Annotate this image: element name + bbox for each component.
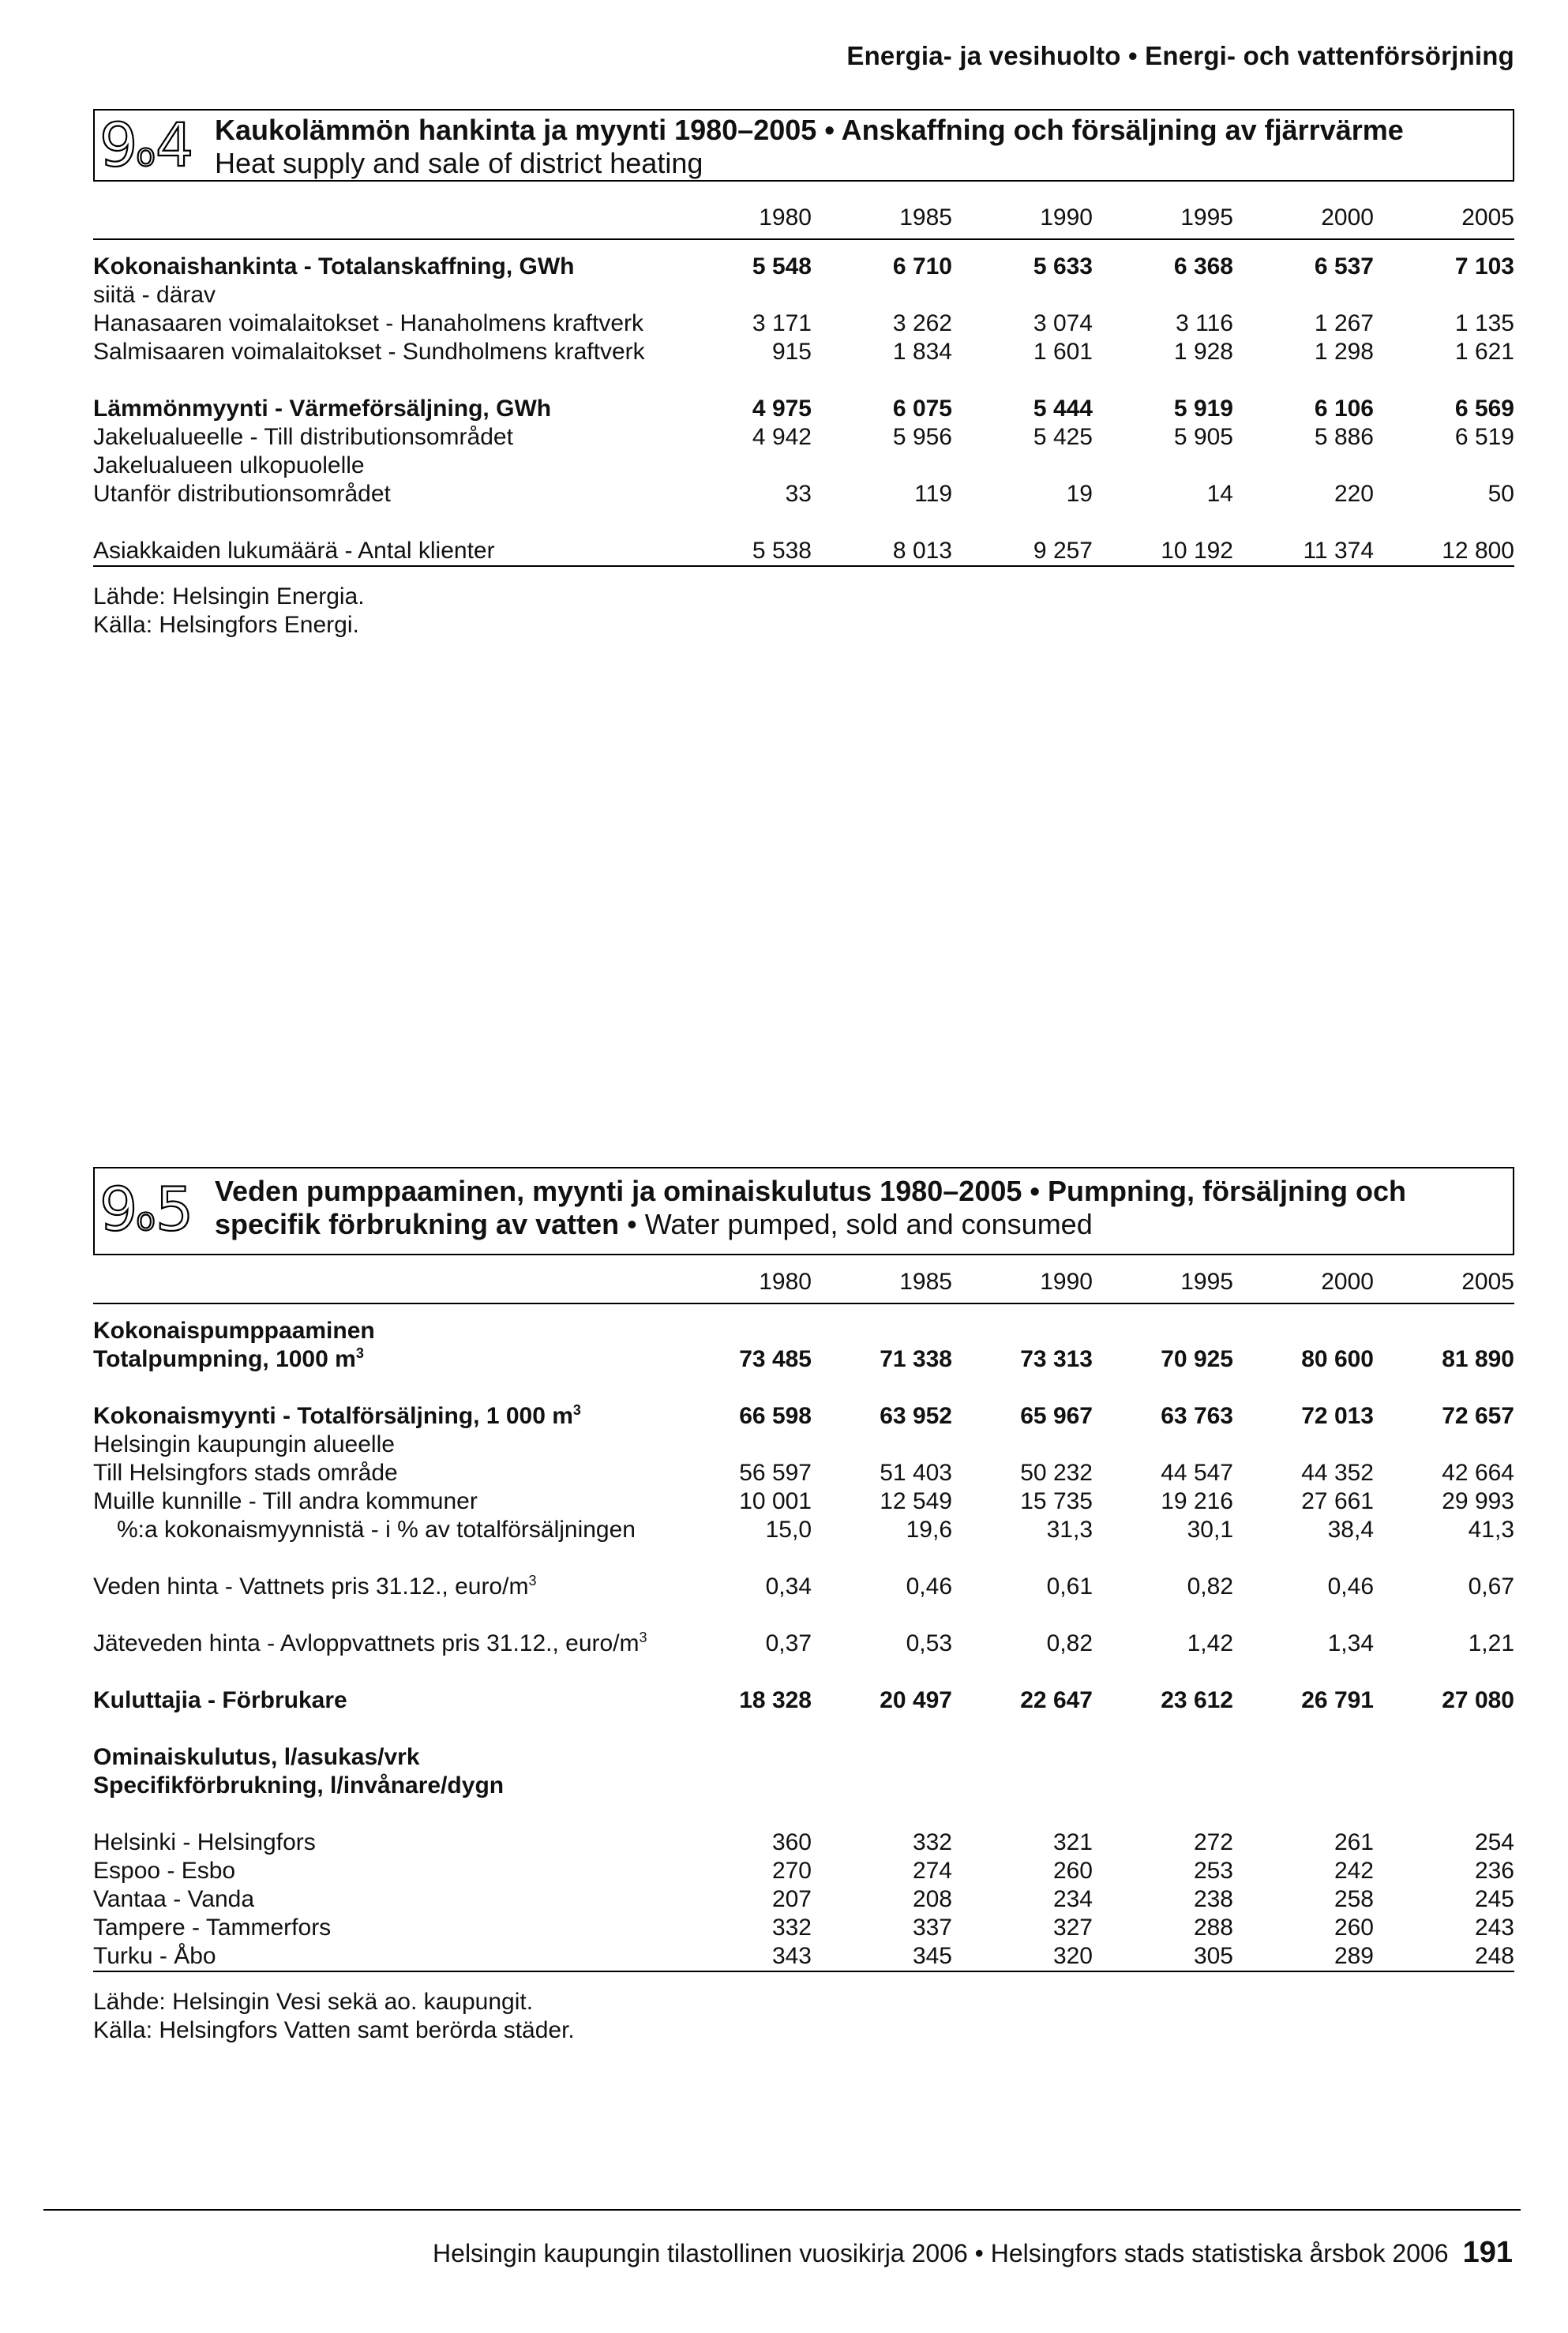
value-cell: 6 710 [892, 253, 952, 279]
value-cell: 6 075 [892, 396, 952, 422]
row-label-text: Turku - Åbo [93, 1943, 216, 1969]
table-row [93, 1686, 1514, 1715]
table-row [93, 338, 1514, 366]
value-cell: 66 598 [739, 1403, 812, 1429]
value-cell: 3 116 [1176, 310, 1233, 336]
spacer-row [93, 1544, 1514, 1573]
row-label [93, 1573, 671, 1601]
value-cell: 20 497 [880, 1687, 952, 1713]
table-9-4-title-english: Heat supply and sale of district heating [215, 147, 703, 179]
table-row [93, 1743, 1514, 1772]
value-cell: 0,46 [906, 1573, 952, 1600]
value-cell: 332 [771, 1915, 812, 1941]
value-cell: 5 538 [671, 537, 812, 566]
year-header: 2005 [1374, 1262, 1514, 1303]
value-cell [1233, 1772, 1374, 1800]
value-cell: 1 601 [1033, 339, 1093, 365]
value-cell [1374, 1431, 1514, 1459]
table-row [93, 309, 1514, 338]
value-cell [1374, 1743, 1514, 1772]
value-cell: 6 569 [1454, 396, 1514, 422]
row-label [93, 1686, 671, 1715]
table-row [93, 1431, 1514, 1459]
row-label-text: Till Helsingfors stads område [93, 1460, 398, 1486]
value-cell: 56 597 [739, 1460, 812, 1486]
spacer-row [93, 1658, 1514, 1686]
value-cell: 337 [912, 1915, 952, 1941]
value-cell [1093, 1743, 1233, 1772]
value-cell: 11 374 [1233, 537, 1374, 566]
year-header: 2005 [1374, 197, 1514, 239]
value-cell: 360 [771, 1829, 812, 1855]
spacer-row [93, 366, 1514, 395]
table-row [93, 281, 1514, 309]
value-cell: 261 [1334, 1829, 1374, 1855]
row-label [93, 480, 671, 508]
value-cell: 3 262 [892, 310, 952, 336]
table-row [93, 253, 1514, 281]
value-cell [1093, 1431, 1233, 1459]
table-9-4-source [93, 583, 1514, 640]
table-header-row [93, 1262, 1514, 1303]
value-cell: 1 298 [1314, 339, 1374, 365]
spacer-row [93, 1374, 1514, 1402]
value-cell: 3 171 [752, 310, 812, 336]
value-cell: 5 919 [1173, 396, 1233, 422]
table-row [93, 1345, 1514, 1374]
table-9-4-title-box [93, 109, 1514, 182]
unit-superscript: 3 [572, 1402, 581, 1418]
header-empty-cell [93, 197, 671, 239]
year-header: 2000 [1233, 197, 1374, 239]
year-header: 1990 [952, 1262, 1093, 1303]
value-cell [671, 1431, 812, 1459]
value-cell: 0,46 [1327, 1573, 1374, 1600]
value-cell: 23 612 [1161, 1687, 1233, 1713]
value-cell [952, 1772, 1093, 1800]
page-footer [433, 2236, 1513, 2270]
table-9-5-title-bold-2: specifik förbrukning av vatten [215, 1208, 620, 1240]
value-cell: 234 [1052, 1886, 1093, 1912]
value-cell: 6 368 [1173, 253, 1233, 279]
spacer-row [93, 1303, 1514, 1317]
value-cell: 1 267 [1314, 310, 1374, 336]
value-cell: 6 106 [1314, 396, 1374, 422]
row-label [93, 1914, 671, 1942]
row-label [93, 1402, 671, 1431]
value-cell: 272 [1193, 1829, 1233, 1855]
table-9-4 [93, 197, 1514, 567]
table-row [93, 1402, 1514, 1431]
value-cell: 1 621 [1454, 339, 1514, 365]
value-cell: 29 993 [1442, 1488, 1514, 1514]
value-cell: 1,42 [1187, 1630, 1233, 1656]
source-sv: Källa: Helsingfors Energi. [93, 612, 359, 638]
value-cell: 12 549 [880, 1488, 952, 1514]
row-label-text: Lämmönmyynti - Värmeförsäljning, GWh [93, 396, 552, 422]
value-cell: 1,34 [1327, 1630, 1374, 1656]
value-cell [1233, 281, 1374, 309]
value-cell: 65 967 [1020, 1403, 1093, 1429]
row-label-text: Kokonaismyynti - Totalförsäljning, 1 000 m [93, 1403, 573, 1429]
value-cell: 4 975 [752, 396, 812, 422]
value-cell: 73 485 [739, 1346, 812, 1372]
row-label-text: Kuluttajia - Förbrukare [93, 1687, 347, 1713]
row-label [93, 1487, 671, 1516]
table-9-5-title [215, 1175, 1497, 1241]
value-cell: 0,34 [765, 1573, 812, 1600]
value-cell: 5 633 [1033, 253, 1093, 279]
row-label [93, 1942, 671, 1971]
value-cell: 18 328 [739, 1687, 812, 1713]
value-cell [1233, 1431, 1374, 1459]
table-row [93, 1459, 1514, 1487]
row-label-text: Ominaiskulutus, l/asukas/vrk [93, 1744, 420, 1770]
value-cell: 253 [1193, 1858, 1233, 1884]
row-label [93, 1317, 671, 1345]
value-cell: 6 519 [1454, 424, 1514, 450]
value-cell: 119 [914, 481, 952, 507]
row-label-text: %:a kokonaismyynnistä - i % av totalförsäljningen [117, 1517, 636, 1543]
value-cell: 81 890 [1442, 1346, 1514, 1372]
table-9-4-title [215, 114, 1497, 180]
row-label-text: Asiakkaiden lukumäärä - Antal klienter [93, 538, 495, 564]
value-cell [812, 1772, 952, 1800]
value-cell: 1 834 [892, 339, 952, 365]
row-label-text: Jäteveden hinta - Avloppvattnets pris 31.12., euro/m [93, 1630, 640, 1656]
row-label-text: Helsinki - Helsingfors [93, 1829, 316, 1855]
table-9-5-title-box [93, 1167, 1514, 1255]
row-label [93, 1743, 671, 1772]
value-cell: 207 [771, 1886, 812, 1912]
year-header: 1980 [671, 1262, 812, 1303]
year-header: 1980 [671, 197, 812, 239]
value-cell: 1 135 [1454, 310, 1514, 336]
value-cell: 30,1 [1187, 1517, 1233, 1543]
value-cell: 5 956 [892, 424, 952, 450]
table-row [93, 395, 1514, 423]
value-cell: 19 216 [1161, 1488, 1233, 1514]
row-label-text: Kokonaispumppaaminen [93, 1318, 375, 1344]
table-row [93, 423, 1514, 452]
value-cell: 243 [1474, 1915, 1514, 1941]
value-cell: 258 [1334, 1886, 1374, 1912]
value-cell: 288 [1193, 1915, 1233, 1941]
value-cell: 71 338 [880, 1346, 952, 1372]
footer-text: Helsingin kaupungin tilastollinen vuosikirja 2006 • Helsingfors stads statistiska årsbok 2006 [433, 2239, 1449, 2267]
year-header: 1995 [1093, 1262, 1233, 1303]
value-cell: 14 [1206, 481, 1233, 507]
value-cell: 208 [912, 1886, 952, 1912]
value-cell: 260 [1052, 1858, 1093, 1884]
value-cell [952, 1317, 1093, 1345]
running-header: Energia- ja vesihuolto • Energi- och vattenförsörjning [846, 41, 1514, 70]
value-cell [671, 452, 812, 480]
row-label-text: Veden hinta - Vattnets pris 31.12., euro/m [93, 1573, 529, 1600]
table-row [93, 1516, 1514, 1544]
row-label-text: Specifikförbrukning, l/invånare/dygn [93, 1772, 505, 1799]
footer-rule [43, 2209, 1521, 2211]
row-label [93, 338, 671, 366]
table-9-5-source [93, 1988, 1514, 2045]
value-cell: 72 657 [1442, 1403, 1514, 1429]
value-cell: 270 [771, 1858, 812, 1884]
header-empty-cell [93, 1262, 671, 1303]
value-cell: 7 103 [1454, 253, 1514, 279]
value-cell: 10 192 [1093, 537, 1233, 566]
value-cell: 42 664 [1442, 1460, 1514, 1486]
row-label [93, 395, 671, 423]
row-label [93, 1459, 671, 1487]
row-label [93, 309, 671, 338]
year-header: 1995 [1093, 197, 1233, 239]
value-cell [952, 452, 1093, 480]
value-cell: 321 [1052, 1829, 1093, 1855]
value-cell: 44 547 [1161, 1460, 1233, 1486]
value-cell [812, 1743, 952, 1772]
value-cell: 343 [671, 1942, 812, 1971]
value-cell [671, 281, 812, 309]
table-row [93, 1772, 1514, 1800]
value-cell: 27 080 [1442, 1687, 1514, 1713]
value-cell: 238 [1193, 1886, 1233, 1912]
row-label [93, 1772, 671, 1800]
value-cell [812, 281, 952, 309]
spacer-row [93, 508, 1514, 537]
value-cell [1374, 1772, 1514, 1800]
spacer-row [93, 1601, 1514, 1630]
value-cell: 73 313 [1020, 1346, 1093, 1372]
value-cell: 26 791 [1301, 1687, 1374, 1713]
value-cell: 63 763 [1161, 1403, 1233, 1429]
row-label-text: Kokonaishankinta - Totalanskaffning, GWh [93, 253, 575, 279]
value-cell: 72 013 [1301, 1403, 1374, 1429]
table-row [93, 452, 1514, 480]
value-cell: 0,61 [1046, 1573, 1093, 1600]
table-row [93, 1573, 1514, 1601]
table-number-9-4: 9o4 [99, 110, 193, 180]
value-cell: 345 [812, 1942, 952, 1971]
row-label-text: Tampere - Tammerfors [93, 1915, 332, 1941]
spacer-row [93, 1800, 1514, 1829]
value-cell: 5 886 [1314, 424, 1374, 450]
table-9-5-title-bold-1: Veden pumppaaminen, myynti ja ominaiskulutus 1980–2005 • Pumpning, försäljning och [215, 1175, 1406, 1207]
table-header-row [93, 197, 1514, 239]
value-cell [952, 281, 1093, 309]
table-row [93, 1829, 1514, 1857]
value-cell: 38,4 [1327, 1517, 1374, 1543]
value-cell: 332 [912, 1829, 952, 1855]
row-label-text: Salmisaaren voimalaitokset - Sundholmens kraftverk [93, 339, 645, 365]
value-cell: 70 925 [1161, 1346, 1233, 1372]
source-fi: Lähde: Helsingin Energia. [93, 583, 365, 610]
row-label [93, 1857, 671, 1885]
table-row [93, 1857, 1514, 1885]
value-cell: 0,37 [765, 1630, 812, 1656]
value-cell [1374, 281, 1514, 309]
value-cell [671, 1743, 812, 1772]
unit-superscript: 3 [528, 1573, 537, 1588]
table-row [93, 537, 1514, 566]
value-cell: 9 257 [952, 537, 1093, 566]
row-label-text: Muille kunnille - Till andra kommuner [93, 1488, 478, 1514]
value-cell: 50 [1487, 481, 1514, 507]
row-label-text: Utanför distributionsområdet [93, 481, 391, 507]
table-row [93, 1914, 1514, 1942]
value-cell: 915 [771, 339, 812, 365]
value-cell [812, 452, 952, 480]
row-label [93, 452, 671, 480]
value-cell [1374, 1317, 1514, 1345]
value-cell: 327 [1052, 1915, 1093, 1941]
value-cell: 289 [1233, 1942, 1374, 1971]
row-label-text: Helsingin kaupungin alueelle [93, 1431, 395, 1457]
value-cell: 19 [1066, 481, 1093, 507]
row-label [93, 281, 671, 309]
table-9-5 [93, 1262, 1514, 1972]
value-cell [952, 1431, 1093, 1459]
value-cell: 15,0 [765, 1517, 812, 1543]
value-cell: 44 352 [1301, 1460, 1374, 1486]
value-cell: 5 425 [1033, 424, 1093, 450]
table-9-4-title-bold: Kaukolämmön hankinta ja myynti 1980–2005 • Anskaffning och försäljning av fjärrvärme [215, 114, 1404, 146]
value-cell: 242 [1334, 1858, 1374, 1884]
value-cell: 3 074 [1033, 310, 1093, 336]
row-label-text: Jakelualueen ulkopuolelle [93, 452, 365, 478]
value-cell [1233, 1317, 1374, 1345]
table-9-5-title-english: • Water pumped, sold and consumed [627, 1208, 1093, 1240]
value-cell [1233, 1743, 1374, 1772]
value-cell: 254 [1474, 1829, 1514, 1855]
table-row [93, 1885, 1514, 1914]
value-cell: 220 [1334, 481, 1374, 507]
value-cell: 0,82 [1046, 1630, 1093, 1656]
row-label-text: Jakelualueelle - Till distributionsområdet [93, 424, 513, 450]
table-9-5-section [93, 1167, 1514, 2045]
value-cell: 0,82 [1187, 1573, 1233, 1600]
value-cell [671, 1772, 812, 1800]
value-cell [1093, 1772, 1233, 1800]
value-cell [952, 1743, 1093, 1772]
value-cell: 5 548 [752, 253, 812, 279]
value-cell: 51 403 [880, 1460, 952, 1486]
value-cell: 274 [912, 1858, 952, 1884]
year-header: 1985 [812, 197, 952, 239]
table-row [93, 1317, 1514, 1345]
value-cell: 27 661 [1301, 1488, 1374, 1514]
unit-superscript: 3 [355, 1345, 364, 1361]
row-label [93, 1516, 671, 1544]
value-cell: 305 [1093, 1942, 1233, 1971]
table-row [93, 480, 1514, 508]
table-row [93, 1630, 1514, 1658]
table-row [93, 1487, 1514, 1516]
value-cell [1233, 452, 1374, 480]
spacer-row [93, 1715, 1514, 1743]
value-cell [1093, 281, 1233, 309]
value-cell [1374, 452, 1514, 480]
value-cell [1093, 452, 1233, 480]
row-label [93, 537, 671, 566]
value-cell: 248 [1374, 1942, 1514, 1971]
value-cell: 0,53 [906, 1630, 952, 1656]
value-cell: 320 [952, 1942, 1093, 1971]
row-label-text: Vantaa - Vanda [93, 1886, 255, 1912]
year-header: 1985 [812, 1262, 952, 1303]
row-label [93, 1431, 671, 1459]
page-number: 191 [1462, 2236, 1513, 2269]
value-cell: 31,3 [1046, 1517, 1093, 1543]
value-cell: 5 905 [1173, 424, 1233, 450]
source-fi: Lähde: Helsingin Vesi sekä ao. kaupungit. [93, 1989, 534, 2015]
unit-superscript: 3 [639, 1630, 647, 1645]
value-cell: 1 928 [1173, 339, 1233, 365]
value-cell: 41,3 [1468, 1517, 1514, 1543]
year-header: 1990 [952, 197, 1093, 239]
value-cell: 12 800 [1374, 537, 1514, 566]
row-label [93, 253, 671, 281]
value-cell: 8 013 [812, 537, 952, 566]
value-cell: 4 942 [752, 424, 812, 450]
row-label-text: Totalpumpning, 1000 m [93, 1346, 356, 1372]
value-cell [1093, 1317, 1233, 1345]
row-label-text: Espoo - Esbo [93, 1858, 236, 1884]
value-cell: 236 [1474, 1858, 1514, 1884]
value-cell: 6 537 [1314, 253, 1374, 279]
value-cell: 1,21 [1468, 1630, 1514, 1656]
value-cell: 50 232 [1020, 1460, 1093, 1486]
row-label-text: Hanasaaren voimalaitokset - Hanaholmens kraftverk [93, 310, 643, 336]
spacer-row [93, 239, 1514, 253]
table-number-9-5: 9o5 [99, 1174, 193, 1244]
row-label [93, 1345, 671, 1374]
row-label [93, 423, 671, 452]
value-cell [671, 1317, 812, 1345]
value-cell: 245 [1474, 1886, 1514, 1912]
row-label [93, 1630, 671, 1658]
row-label [93, 1885, 671, 1914]
value-cell: 10 001 [739, 1488, 812, 1514]
table-9-4-section [93, 109, 1514, 640]
value-cell: 19,6 [906, 1517, 952, 1543]
value-cell: 0,67 [1468, 1573, 1514, 1600]
value-cell: 80 600 [1301, 1346, 1374, 1372]
value-cell [812, 1431, 952, 1459]
table-row [93, 1942, 1514, 1971]
value-cell: 15 735 [1020, 1488, 1093, 1514]
value-cell: 33 [785, 481, 812, 507]
value-cell: 63 952 [880, 1403, 952, 1429]
value-cell: 260 [1334, 1915, 1374, 1941]
value-cell: 22 647 [1020, 1687, 1093, 1713]
year-header: 2000 [1233, 1262, 1374, 1303]
value-cell [812, 1317, 952, 1345]
value-cell: 5 444 [1033, 396, 1093, 422]
row-label [93, 1829, 671, 1857]
source-sv: Källa: Helsingfors Vatten samt berörda städer. [93, 2017, 575, 2043]
row-label-text: siitä - därav [93, 282, 216, 308]
